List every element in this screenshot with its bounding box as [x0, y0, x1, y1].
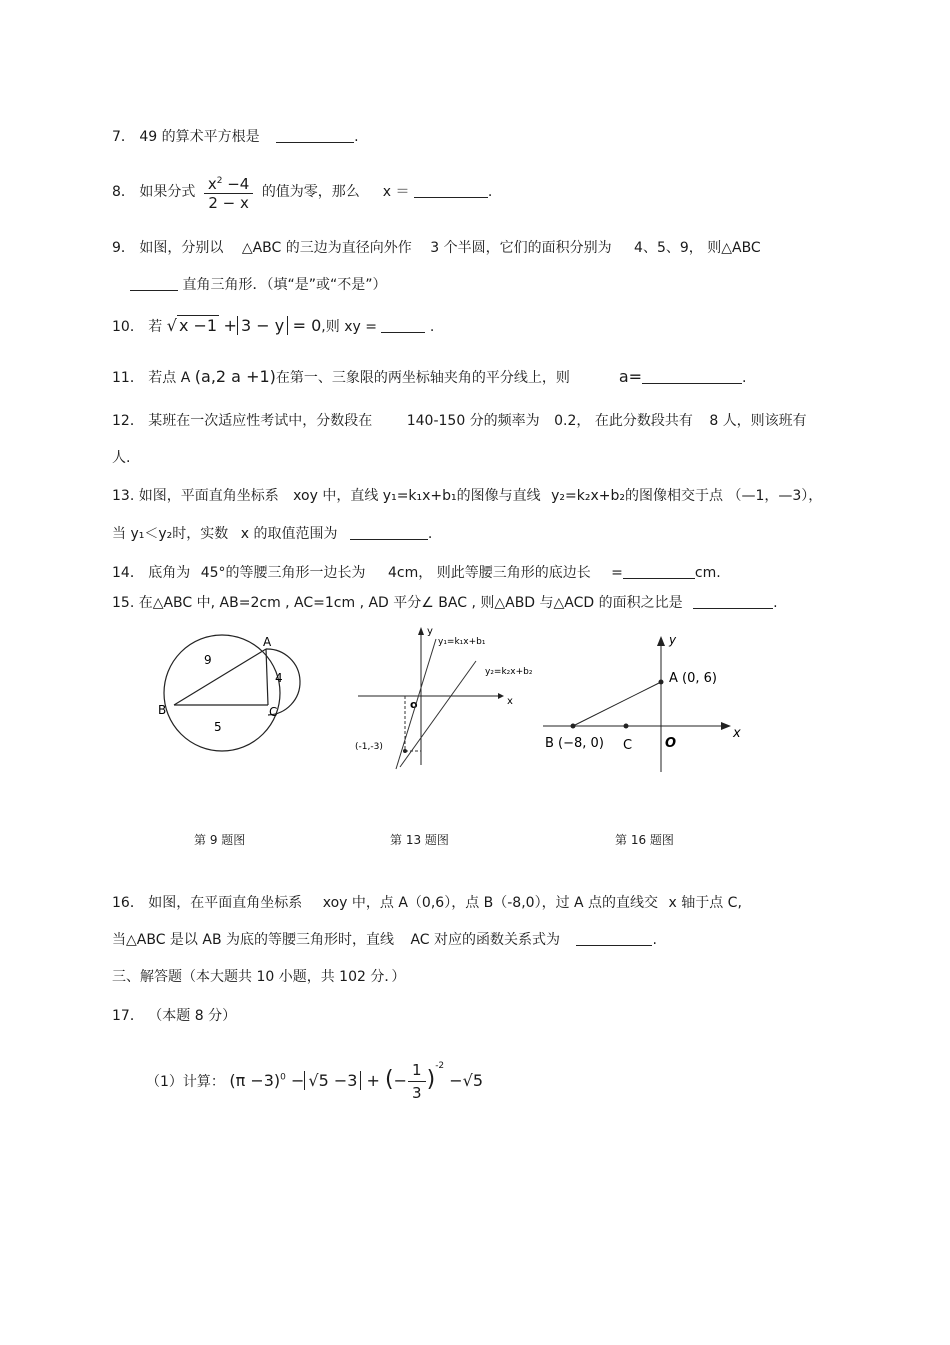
question-text: 45°的等腰三角形一边长为 — [200, 565, 366, 581]
equals: = 0 — [292, 316, 322, 335]
question-text: 的值为零，那么 — [261, 184, 360, 200]
question-text: 的三边为直径向外作 — [285, 240, 412, 256]
punct: . — [429, 319, 435, 335]
segment-ab — [573, 682, 661, 726]
figure-16 — [535, 630, 750, 775]
question-number: 17． — [112, 1008, 144, 1024]
answer-blank — [623, 562, 695, 579]
question-text: 如图，分别以 — [139, 240, 224, 256]
area-label-4: 4 — [275, 671, 283, 685]
question-text: 则此等腰三角形的底边长 — [436, 565, 591, 581]
y-axis-label: y — [427, 626, 433, 637]
point-a-label: A (0, 6) — [669, 671, 717, 686]
circle-large — [164, 635, 280, 751]
figure-13 — [352, 625, 552, 770]
question-text: 如图，在平面直角坐标系 — [148, 895, 303, 911]
line-equation-1: y₁=k₁x+b₁ — [382, 488, 457, 504]
question-text: 的图像与直线 — [456, 488, 541, 504]
question-13-line2 — [112, 523, 432, 544]
question-text: 在△ABC 中, AB=2cm , AC=1cm , AD 平分∠ BAC , 则△ABD 与△ACD 的面积之比是 — [138, 595, 683, 611]
x-axis-arrow — [721, 722, 731, 730]
fraction — [408, 1059, 426, 1104]
fraction-numerator — [204, 172, 254, 194]
coord-system: xoy — [322, 895, 348, 911]
fraction-numerator: 1 — [408, 1059, 426, 1082]
area-label-5: 5 — [214, 720, 222, 734]
plus-sign: + — [223, 316, 237, 335]
question-15 — [112, 592, 778, 613]
question-number: 8． — [112, 184, 135, 200]
question-text: 则△ABC — [707, 240, 761, 256]
num-rest: −4 — [227, 175, 250, 193]
answer-var: a= — [618, 367, 643, 386]
question-text: x 轴于点 C, — [668, 895, 742, 911]
answer-blank — [414, 181, 488, 198]
num-exp: 2 — [216, 176, 223, 186]
question-number: 9． — [112, 240, 135, 256]
expression — [229, 1061, 484, 1102]
figure-13-caption: 第 13 题图 — [390, 833, 449, 847]
point-b-label: B (−8, 0) — [545, 736, 604, 751]
question-number: 14． — [112, 565, 144, 581]
origin-label: o — [410, 698, 418, 711]
answer-blank — [693, 592, 773, 609]
answer-blank — [350, 523, 428, 540]
question-text: 49 的算术平方根是 — [139, 129, 260, 145]
question-text: 在第一、三象限的两坐标轴夹角的平分线上，则 — [275, 370, 570, 386]
figure-9 — [150, 625, 320, 760]
figure-9-caption: 第 9 题图 — [194, 833, 246, 847]
coord-value: a,2 a +1 — [201, 367, 270, 386]
question-text: 直角三角形．（填“是”或“不是”） — [182, 277, 387, 293]
question-7 — [112, 126, 359, 147]
x-axis-label: x — [733, 726, 741, 741]
question-number: 12． — [112, 413, 144, 429]
paren-open: ( — [385, 1067, 394, 1092]
point-a — [659, 680, 664, 685]
question-text: 中，直线 — [322, 488, 379, 504]
question-16-line2 — [112, 929, 657, 950]
term-1: (π −3) — [229, 1071, 281, 1090]
question-8 — [112, 172, 492, 212]
equals: = — [611, 565, 623, 581]
origin-label: O — [665, 736, 677, 751]
minus-sign: − — [291, 1071, 305, 1090]
question-text: 在此分数段共有 — [594, 413, 693, 429]
question-text: 分的频率为 — [469, 413, 540, 429]
area-label-9: 9 — [204, 653, 212, 667]
line-equation-2: y₂=k₂x+b₂ — [551, 488, 625, 504]
question-text: 的图像相交于点 — [625, 488, 723, 504]
question-17 — [112, 1006, 236, 1026]
radicand: x −1 — [178, 316, 218, 335]
frequency: 0.2， — [554, 413, 591, 429]
question-text: AC 对应的函数关系式为 — [410, 932, 561, 948]
minus-sign: − — [449, 1071, 463, 1090]
question-number: 10． — [112, 319, 144, 335]
score-range: 140-150 — [406, 413, 466, 429]
question-text: 底角为 — [148, 565, 191, 581]
point-b — [571, 724, 576, 729]
y-axis-arrow — [657, 636, 665, 646]
point-c-label: C — [623, 738, 633, 753]
count: 3 — [430, 240, 440, 256]
question-16 — [112, 893, 742, 913]
vertex-b: B — [158, 703, 167, 717]
punct: . — [652, 932, 657, 948]
question-text: 个半圆，它们的面积分别为 — [443, 240, 612, 256]
question-text: （本题 8 分） — [148, 1008, 237, 1024]
answer-blank — [130, 274, 178, 291]
line-y2-label: y₂=k₂x+b₂ — [485, 667, 533, 677]
y-axis-arrow — [418, 627, 424, 635]
variable: x ＝ — [382, 184, 410, 200]
question-text: 如果分式 — [139, 184, 196, 200]
coord-system: xoy — [293, 488, 318, 504]
question-number: 15. — [112, 595, 135, 611]
question-text: 的取值范围为 — [253, 526, 338, 542]
point-label: (-1,-3) — [355, 742, 383, 752]
answer-blank — [381, 316, 425, 333]
term-1-exp: 0 — [280, 1072, 286, 1083]
vertex-a: A — [263, 635, 272, 649]
y-axis-label: y — [669, 633, 677, 647]
question-text: 人，则该班有 — [722, 413, 807, 429]
question-11 — [112, 367, 746, 388]
fraction-denominator: 3 — [412, 1084, 422, 1102]
vertex-c: C — [269, 705, 278, 719]
punct: . — [354, 129, 359, 145]
sub-question-label: （1）计算： — [146, 1074, 225, 1090]
section-heading: 三、解答题（本大题共 10 小题，共 102 分．） — [112, 969, 406, 985]
areas: 4、5、9， — [634, 240, 703, 256]
num-base: x — [207, 175, 217, 193]
question-text: 当△ABC 是以 AB 为底的等腰三角形时，直线 — [112, 932, 395, 948]
line-y1-label: y₁=k₁x+b₁ — [438, 637, 486, 647]
exponent: -2 — [435, 1061, 445, 1071]
unit: cm. — [694, 565, 721, 581]
side-ab — [174, 649, 266, 705]
fraction-denominator: 2 − x — [208, 194, 249, 212]
question-text: 时，实数 — [172, 526, 229, 542]
count: 8 — [709, 413, 719, 429]
question-12 — [112, 411, 807, 431]
punct: . — [427, 526, 433, 542]
sqrt-term: √5 — [462, 1071, 484, 1090]
side-length: 4cm， — [388, 565, 433, 581]
punct: . — [773, 595, 778, 611]
point-coords: (a,2 a +1) — [194, 367, 276, 386]
point-c — [624, 724, 629, 729]
x-axis-label: x — [507, 696, 513, 707]
question-13 — [112, 486, 822, 506]
question-text: 某班在一次适应性考试中，分数段在 — [148, 413, 373, 429]
answer-blank — [642, 367, 742, 384]
question-text: 当 — [112, 526, 126, 542]
question-17-part1 — [146, 1055, 483, 1104]
question-12-line2 — [112, 448, 130, 468]
question-text: 人. — [112, 450, 131, 466]
punct: . — [487, 184, 493, 200]
plus-sign: + — [366, 1071, 380, 1090]
question-10 — [112, 316, 434, 337]
question-text: 如图，平面直角坐标系 — [138, 488, 279, 504]
radical-expression: √ x −1 — [166, 316, 218, 335]
question-text: 若点 A — [148, 370, 191, 386]
punct: . — [742, 370, 747, 386]
question-9 — [112, 238, 761, 258]
absolute-value: 3 − y — [237, 316, 288, 335]
variable: x — [240, 526, 249, 542]
triangle-label: △ABC — [241, 240, 282, 256]
x-axis-arrow — [498, 693, 504, 699]
figure-16-caption: 第 16 题图 — [615, 833, 674, 847]
answer-blank — [576, 929, 652, 946]
paren-close: ) — [426, 1067, 436, 1092]
neg-sign: − — [393, 1071, 408, 1090]
intersection-point: （—1，—3）， — [727, 488, 823, 504]
question-number: 7． — [112, 129, 135, 145]
question-number: 16． — [112, 895, 144, 911]
intersection-point — [403, 749, 407, 753]
question-14 — [112, 562, 721, 583]
question-9-line2 — [130, 274, 386, 295]
line-y1 — [396, 639, 436, 769]
question-number: 13. — [112, 488, 135, 504]
absolute-value: √5 −3 — [304, 1071, 361, 1090]
inequality: y₁＜y₂ — [130, 526, 173, 542]
fraction — [204, 172, 254, 212]
question-number: 11． — [112, 370, 144, 386]
question-text: ,则 xy = — [321, 319, 377, 335]
answer-blank — [276, 126, 354, 143]
question-text: 若 — [148, 319, 163, 335]
question-text: 中，点 A（0,6），点 B（-8,0），过 A 点的直线交 — [351, 895, 659, 911]
